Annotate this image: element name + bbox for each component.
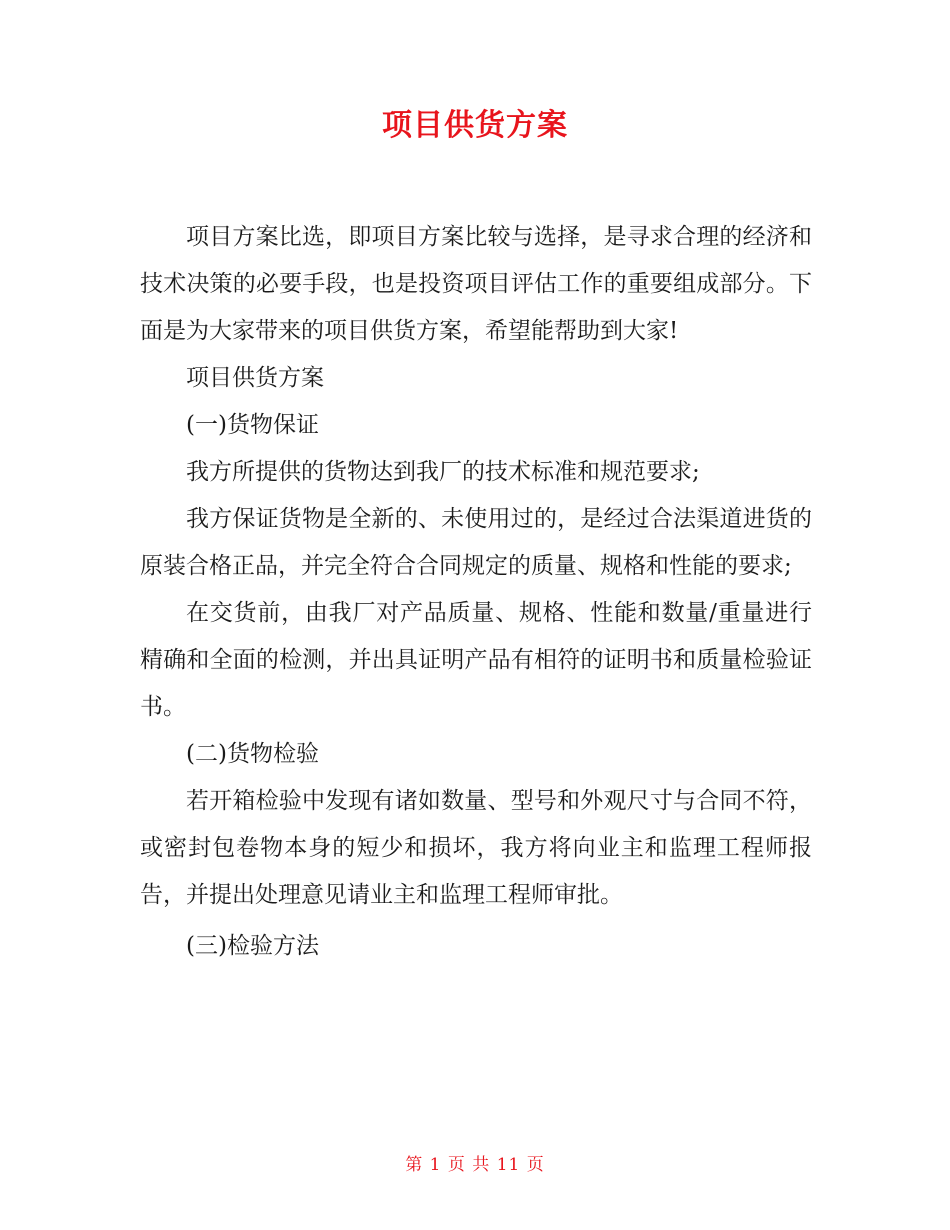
paragraph-pre-delivery-inspection: 在交货前，由我厂对产品质量、规格、性能和数量/重量进行精确和全面的检测，并出具证明产品有相符的证明书和质量检验证书。 (140, 600, 812, 720)
section-heading-inspection-method: (三)检验方法 (186, 933, 319, 959)
paragraph-intro: 项目方案比选，即项目方案比较与选择，是寻求合理的经济和技术决策的必要手段，也是投资项目评估工作的重要组成部分。下面是为大家带来的项目供货方案，希望能帮助到大家! (140, 224, 812, 344)
section-heading-goods-guarantee: (一)货物保证 (186, 412, 319, 438)
paragraph-guarantee: 我方保证货物是全新的、未使用过的，是经过合法渠道进货的原装合格正品，并完全符合合同规定的质量、规格和性能的要求; (140, 506, 812, 579)
paragraph-unpacking-inspection: 若开箱检验中发现有诸如数量、型号和外观尺寸与合同不符，或密封包卷物本身的短少和损坏，我方将向业主和监理工程师报告，并提出处理意见请业主和监理工程师审批。 (140, 788, 812, 908)
document-title: 项目供货方案 (382, 108, 568, 143)
section-heading-goods-inspection: (二)货物检验 (186, 741, 319, 767)
paragraph-heading: 项目供货方案 (186, 365, 324, 391)
document-body (140, 214, 812, 970)
page-footer: 第 1 页 共 11 页 (405, 1155, 545, 1175)
paragraph-standards: 我方所提供的货物达到我厂的技术标准和规范要求; (186, 459, 700, 485)
